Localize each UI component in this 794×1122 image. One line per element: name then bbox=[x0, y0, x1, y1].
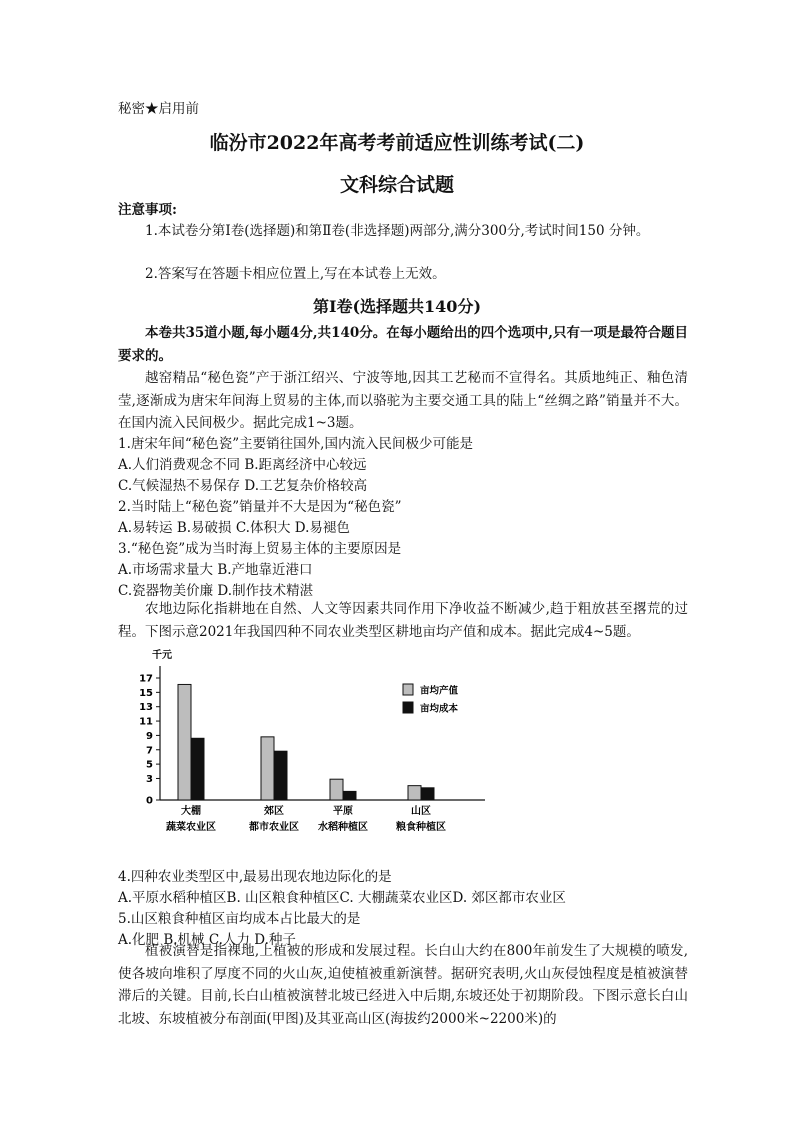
y-tick-label: 11 bbox=[139, 716, 153, 728]
notice-item-1: 1.本试卷分第Ⅰ卷(选择题)和第Ⅱ卷(非选择题)两部分,满分300分,考试时间150 分钟。 bbox=[145, 223, 650, 239]
notice-heading: 注意事项: bbox=[118, 202, 177, 218]
x-tick-label: 粮食种植区 bbox=[396, 822, 446, 833]
passage-1: 越窑精品“秘色瓷”产于浙江绍兴、宁波等地,因其工艺秘而不宣得名。其质地纯正、釉色清莹,逐渐成为唐宋年间海上贸易的主体,而以骆驼为主要交通工具的陆上“丝绸之路”销量并不大。在国内流入民间极少。据此完成1~3题。 bbox=[118, 370, 688, 431]
x-tick-label: 平原 bbox=[333, 806, 353, 817]
question-line: 3.“秘色瓷”成为当时海上贸易主体的主要原因是 bbox=[118, 541, 402, 557]
question-line: A.易转运 B.易破损 C.体积大 D.易褪色 bbox=[118, 520, 350, 536]
y-axis-label: 千元 bbox=[152, 650, 172, 661]
question-line: 2.当时陆上“秘色瓷”销量并不大是因为“秘色瓷” bbox=[118, 499, 402, 515]
question-line: 4.四种农业类型区中,最易出现农地边际化的是 bbox=[118, 869, 392, 885]
exam-subtitle: 文科综合试题 bbox=[339, 174, 454, 196]
legend-label: 亩均产值 bbox=[420, 685, 459, 697]
bar-output bbox=[178, 684, 191, 800]
y-tick-label: 15 bbox=[139, 687, 153, 699]
bar-output bbox=[261, 737, 274, 800]
x-tick-label: 水稻种植区 bbox=[318, 822, 368, 833]
passage-2: 农地边际化指耕地在自然、人文等因素共同作用下净收益不断减少,趋于粗放甚至撂荒的过程。下图示意2021年我国四种不同农业类型区耕地亩均产值和成本。据此完成4~5题。 bbox=[118, 601, 688, 640]
question-line: A.人们消费观念不同 B.距离经济中心较远 bbox=[118, 457, 367, 473]
bar-cost bbox=[274, 751, 287, 800]
legend-swatch bbox=[403, 684, 413, 695]
bar-cost bbox=[421, 788, 434, 800]
y-tick-label: 7 bbox=[146, 745, 153, 757]
section-instruction: 本卷共35道小题,每小题4分,共140分。在每小题给出的四个选项中,只有一项是最符合题目要求的。 bbox=[118, 325, 688, 364]
question-line: 1.唐宋年间“秘色瓷”主要销往国外,国内流入民间极少可能是 bbox=[118, 436, 473, 452]
question-line: A.平原水稻种植区B. 山区粮食种植区C. 大棚蔬菜农业区D. 郊区都市农业区 bbox=[118, 890, 566, 906]
question-line: A.化肥 B.机械 C.人力 D.种子 bbox=[118, 932, 296, 948]
bar-cost bbox=[191, 738, 204, 800]
exam-title: 临汾市2022年高考考前适应性训练考试(二) bbox=[209, 132, 585, 154]
bar-output bbox=[330, 779, 343, 800]
notice-item-2: 2.答案写在答题卡相应位置上,写在本试卷上无效。 bbox=[145, 266, 446, 282]
question-line: C.气候湿热不易保存 D.工艺复杂价格较高 bbox=[118, 478, 368, 494]
x-tick-label: 郊区 bbox=[264, 806, 284, 817]
question-line: A.市场需求量大 B.产地靠近港口 bbox=[118, 562, 313, 578]
secret-label: 秘密★启用前 bbox=[118, 101, 199, 117]
passage-3: 植被演替是指裸地,上植被的形成和发展过程。长白山大约在800年前发生了大规模的喷发,使各坡向堆积了厚度不同的火山灰,迫使植被重新演替。据研究表明,火山灰侵蚀程度是植被演替滞后的关键。目前,长白山植被演替北坡已经进入中后期,东坡还处于初期阶段。下图示意长白山北坡、东坡植被分布剖面(甲图)及其亚高山区(海拔约2000米~2200米)的 bbox=[118, 943, 688, 1027]
y-tick-label: 5 bbox=[146, 759, 153, 771]
y-tick-label: 17 bbox=[139, 673, 153, 685]
y-tick-label: 13 bbox=[139, 702, 153, 714]
x-tick-label: 山区 bbox=[411, 806, 431, 817]
x-tick-label: 都市农业区 bbox=[249, 822, 299, 833]
bar-chart bbox=[130, 644, 500, 844]
y-tick-label: 9 bbox=[146, 730, 153, 742]
x-tick-label: 蔬菜农业区 bbox=[166, 822, 216, 833]
y-tick-label: 3 bbox=[146, 773, 153, 785]
legend-label: 亩均成本 bbox=[420, 703, 459, 715]
x-tick-label: 大棚 bbox=[181, 806, 201, 817]
bar-cost bbox=[343, 791, 356, 800]
section-title: 第Ⅰ卷(选择题共140分) bbox=[312, 297, 482, 316]
bar-output bbox=[408, 786, 421, 800]
y-tick-label: 0 bbox=[146, 795, 153, 807]
question-line: C.瓷器物美价廉 D.制作技术精湛 bbox=[118, 583, 314, 599]
question-line: 5.山区粮食种植区亩均成本占比最大的是 bbox=[118, 911, 361, 927]
legend-swatch bbox=[403, 702, 413, 713]
